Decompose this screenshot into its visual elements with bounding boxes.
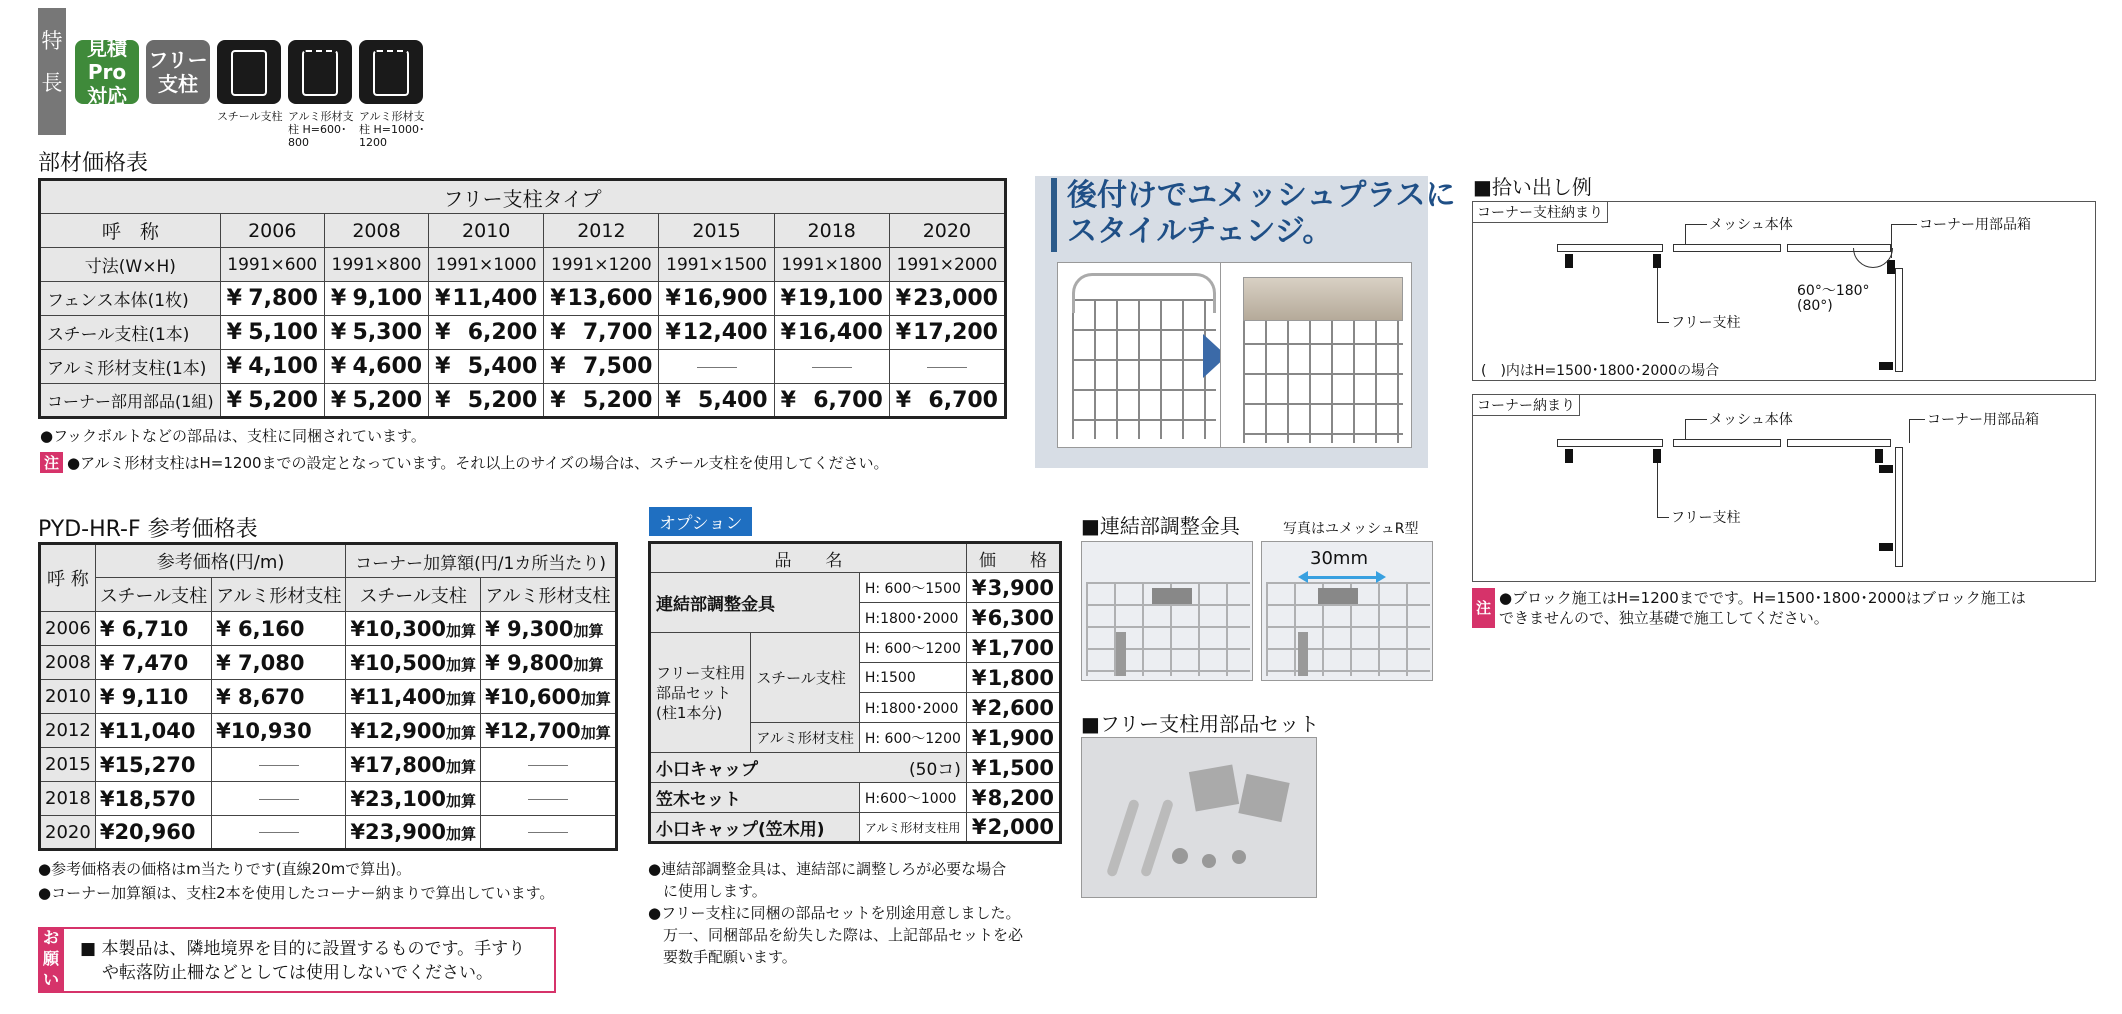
fitting-photo-2 [1261,541,1433,681]
dim-label: 30mm [1310,548,1368,569]
col-2018: 2018 [774,214,889,248]
renketsu-label: 連結部調整金具 [650,573,860,633]
row-label: スチール支柱(1本) [40,316,221,350]
post-label: フリー支柱 [1671,315,1741,331]
diagram-label: コーナー納まり [1472,394,1580,416]
price-cell: ¥ 19,100 [774,282,889,316]
price-cell: ¥ 7,800 [220,282,324,316]
col-2015: 2015 [659,214,774,248]
col-2020: 2020 [889,214,1005,248]
price-cell: ¥ 4,100 [220,350,324,384]
price-cell: ¥ 12,400 [659,316,774,350]
tokucho-label: 特 長 [38,8,66,135]
ref-price-header: 参考価格(円/m) [95,544,346,578]
corner-diagram [1472,394,2096,582]
request-line-1: ■ 本製品は、隣地境界を目的に設置するものです。手すり [80,939,526,959]
corner-box-label: コーナー用部品箱 [1919,217,2031,233]
alum-post-tall-caption: アルミ形材支柱 H=1000･1200 [359,110,425,149]
set-title: ■フリー支柱用部品セット [1081,712,1320,736]
price-table-title: 部材価格表 [38,151,149,176]
mesh-photo-after [1220,262,1412,448]
ref-row: 2015 ¥15,270 ¥17,800加算 [40,748,617,782]
ref-row: 2020 ¥20,960 ¥23,900加算 [40,816,617,850]
request-box [38,927,556,993]
corner-box-label: コーナー用部品箱 [1927,412,2039,428]
ref-row: 2012 ¥11,040 ¥10,930 ¥12,900加算 ¥12,700加算 [40,714,617,748]
sub-header: スチール支柱 [95,578,211,612]
fitting-photo-1 [1081,541,1253,681]
price-cell: ¥ 7,700 [544,316,659,350]
size-cell: 1991×800 [324,248,428,282]
ref-table-title: PYD-HR-F 参考価格表 [38,517,258,542]
price-cell: ¥ 6,700 [774,384,889,418]
corner-add-header: コーナー加算額(円/1カ所当たり) [346,544,616,578]
type-header: フリー支柱タイプ [40,180,1006,214]
row-steel-post [40,316,1006,350]
col-2008: 2008 [324,214,428,248]
col-2012: 2012 [544,214,659,248]
price-cell: ¥ 5,200 [544,384,659,418]
size-cell: 1991×1800 [774,248,889,282]
col-2006: 2006 [220,214,324,248]
row-fence [40,282,1006,316]
price-cell: ¥ 5,300 [324,316,428,350]
sub-header: スチール支柱 [346,578,481,612]
ref-note-2: ●コーナー加算額は、支柱2本を使用したコーナー納まりで算出しています。 [38,884,555,902]
price-cell: ¥ 5,100 [220,316,324,350]
ref-row: 2010 ¥ 9,110 ¥ 8,670 ¥11,400加算 ¥10,600加算 [40,680,617,714]
angle-sub-label: (80°) [1797,298,1833,314]
price-cell: ¥ 13,600 [544,282,659,316]
ref-row: 2006 ¥ 6,710 ¥ 6,160 ¥10,300加算 ¥ 9,300加算 [40,612,617,646]
angle-label: 60°〜180° [1797,283,1870,299]
price-note-2: 注 ●アルミ形材支柱はH=1200までの設定となっています。それ以上のサイズの場合は、スチール支柱を使用してください。 [40,452,889,473]
price-cell: ¥ 11,400 [429,282,544,316]
price-table [38,178,1007,419]
mesh-label: メッシュ本体 [1709,217,1793,233]
row-label: コーナー部用部品(1組) [40,384,221,418]
size-cell: 1991×1500 [659,248,774,282]
name-label: 呼 称 [40,214,221,248]
row-alum-post [40,350,1006,384]
col-2010: 2010 [429,214,544,248]
price-cell: ¥ 5,200 [220,384,324,418]
ref-row: 2018 ¥18,570 ¥23,100加算 [40,782,617,816]
fitting-photo-note: 写真はユメッシュR型 [1283,521,1419,537]
price-cell: ¥ 4,600 [324,350,428,384]
alum-post-tall-icon [359,40,423,104]
parts-set-photo [1081,737,1317,898]
price-cell: ¥ 17,200 [889,316,1005,350]
steel-post-caption: スチール支柱 [217,110,283,123]
ref-price-table [38,542,618,851]
steel-post-icon [217,40,281,104]
name-label: 呼 称 [40,544,96,612]
pickup-note: 注 ●ブロック施工はH=1200までです。H=1500･1800･2000はブロック施工は できませんので、独立基礎で施工してください。 [1472,588,1999,628]
price-note-1: ●フックボルトなどの部品は、支柱に同梱されています。 [40,427,426,445]
na-cell [774,350,889,384]
alum-post-caption: アルミ形材支柱 H=600･800 [288,110,354,149]
size-label: 寸法(W×H) [40,248,221,282]
diagram-label: コーナー支柱納まり [1472,201,1608,223]
option-name-header: 品 名 [650,543,967,573]
price-cell: ¥ 6,200 [429,316,544,350]
mitsumori-pro-badge: 見積Pro 対応 [75,40,139,104]
free-post-badge: フリー 支柱 [146,40,210,104]
size-cell: 1991×600 [220,248,324,282]
alum-post-icon [288,40,352,104]
size-cell: 1991×1200 [544,248,659,282]
sub-header: アルミ形材支柱 [212,578,346,612]
ref-note-1: ●参考価格表の価格はm当たりです(直線20mで算出)。 [38,860,412,878]
option-badge: オプション [649,507,752,536]
ref-row: 2008 ¥ 7,470 ¥ 7,080 ¥10,500加算 ¥ 9,800加算 [40,646,617,680]
diagram-footnote: ( )内はH=1500･1800･2000の場合 [1481,363,1720,379]
pickup-title: ■拾い出し例 [1473,175,1592,199]
post-label: フリー支柱 [1671,510,1741,526]
price-cell: ¥ 5,400 [429,350,544,384]
size-cell: 1991×1000 [429,248,544,282]
na-cell [659,350,774,384]
na-cell [889,350,1005,384]
price-cell: ¥ 6,700 [889,384,1005,418]
row-corner-parts [40,384,1006,418]
price-cell: ¥ 7,500 [544,350,659,384]
mesh-photo-before [1057,262,1227,448]
row-label: アルミ形材支柱(1本) [40,350,221,384]
option-table: 品 名 価 格 連結部調整金具 H: 600〜1500 ¥ 3,900 H:1800･2000 ¥ 6,300 フリー支柱用 部品セット (柱1本分) スチール支柱 H: 600〜1200 ¥ 1,700 H:1500 ¥ 1,800 H:1800･2000 ¥ 2,600 アルミ形材支柱 H: 600〜1200 ¥ 1,900 小口キャップ (50コ) ¥ 1,500 笠木セット H:600〜1000 ¥ 8,200 小口キャップ(笠木用) アルミ形材支柱用 ¥ 2,000 [648,541,1062,844]
option-notes: ●連結部調整金具は、連結部に調整しろが必要な場合 に使用します。 ●フリー支柱に同梱の部品セットを別途用意しました。 万一、同梱部品を紛失した際は、上記部品セットを必 要数手配願います。 [648,860,1024,966]
promo-title: 後付けでユメッシュプラスに スタイルチェンジ。 [1051,178,1431,252]
promo-panel [1035,176,1456,468]
request-mark: お 願 い [38,927,64,993]
price-cell: ¥ 9,100 [324,282,428,316]
mesh-label: メッシュ本体 [1709,412,1793,428]
price-cell: ¥ 16,900 [659,282,774,316]
request-line-2: や転落防止柵などとしては使用しないでください。 [102,963,493,983]
price-cell: ¥ 5,200 [324,384,428,418]
size-cell: 1991×2000 [889,248,1005,282]
sub-header: アルミ形材支柱 [481,578,617,612]
corner-post-diagram [1472,201,2096,381]
price-cell: ¥ 16,400 [774,316,889,350]
option-price-header: 価 格 [966,543,1060,573]
price-cell: ¥ 5,200 [429,384,544,418]
price-cell: ¥ 5,400 [659,384,774,418]
price-cell: ¥ 23,000 [889,282,1005,316]
fitting-title: ■連結部調整金具 [1081,514,1240,538]
free-set-label: フリー支柱用 部品セット (柱1本分) [650,633,751,753]
row-label: フェンス本体(1枚) [40,282,221,316]
